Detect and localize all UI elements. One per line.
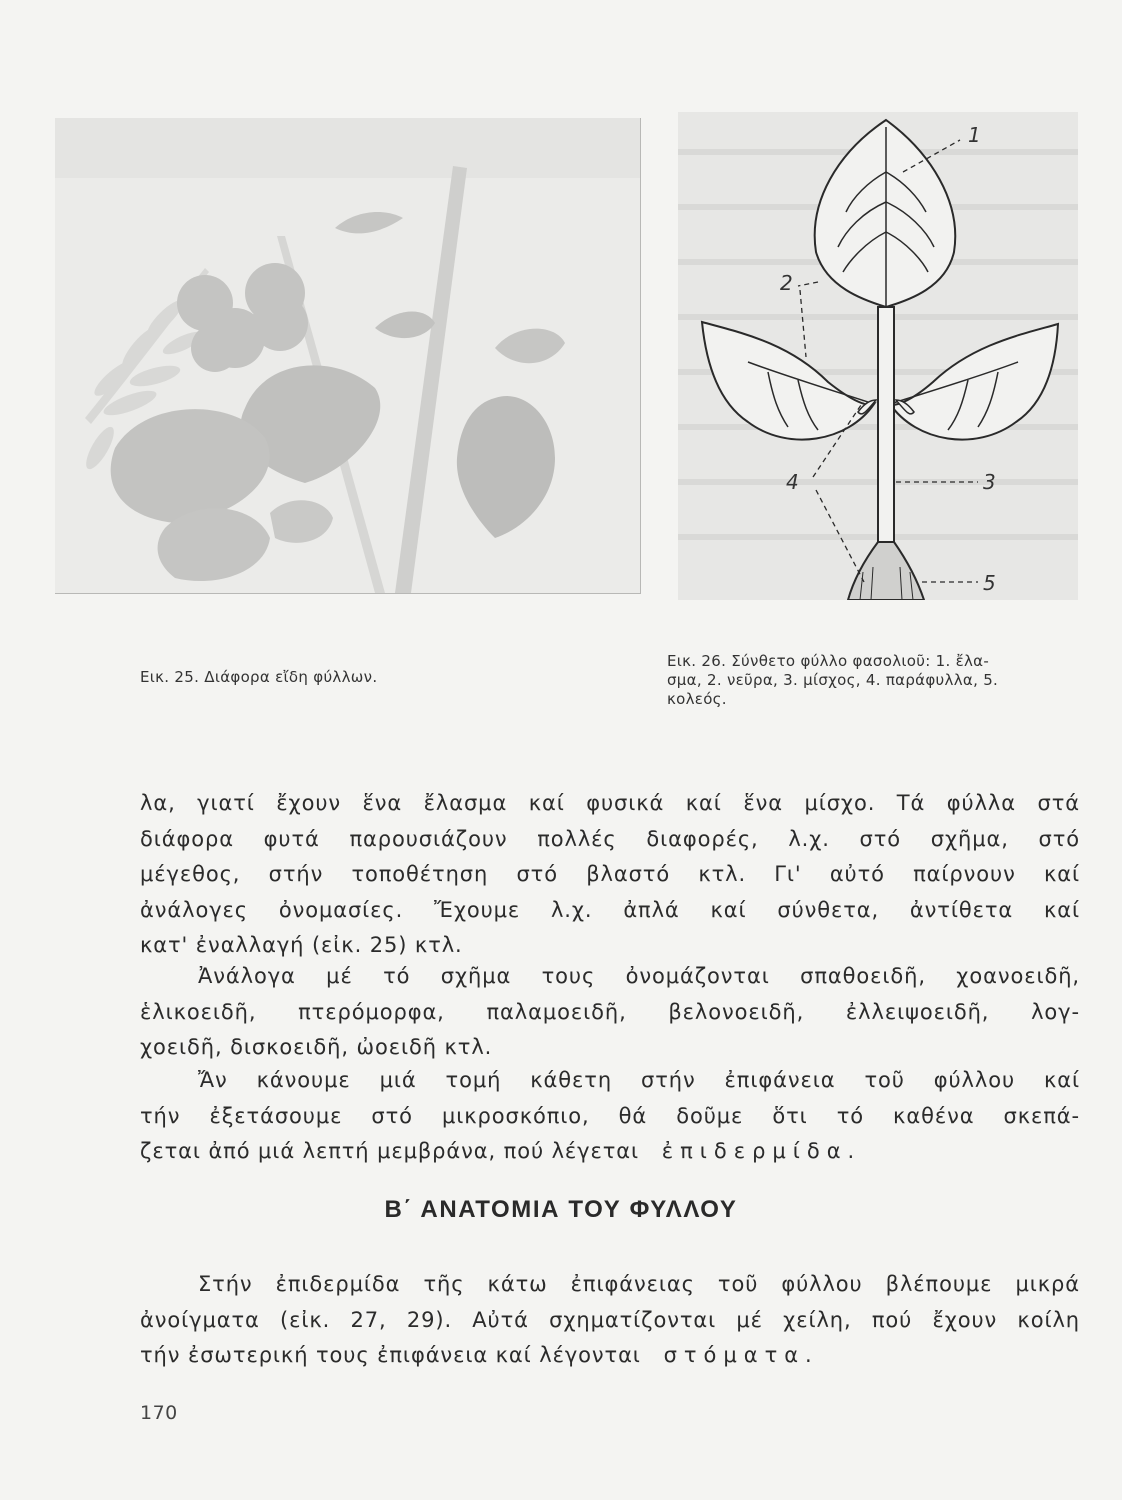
caption-line: Εικ. 26. Σύνθετο φύλλο φασολιοῦ: 1. ἔλα- xyxy=(667,652,990,670)
text-line: ἀνοίγματα (εἰκ. 27, 29). Αὐτά σχηματίζονται μέ χείλη, πού ἔχουν κοίλη xyxy=(140,1307,1080,1332)
text-line: λα, γιατί ἔχουν ἕνα ἔλασμα καί φυσικά καί ἕνα μίσχο. Τά φύλλα στά xyxy=(140,791,1080,815)
paragraph-2 xyxy=(140,959,1080,1066)
text-line: Ἀνάλογα μέ τό σχῆμα τους ὀνομάζονται σπαθοειδῆ, χοανοειδῆ, xyxy=(198,964,1080,988)
text-line: διάφορα φυτά παρουσιάζουν πολλές διαφορές, λ.χ. στό σχῆμα, στό xyxy=(140,826,1080,851)
paragraph-4 xyxy=(140,1267,1080,1374)
paragraph-3 xyxy=(140,1063,1080,1170)
emphasized-term: ἐπιδερμίδα. xyxy=(661,1139,862,1163)
section-heading: Β΄ ΑΝΑΤΟΜΙΑ ΤΟΥ ΦΥΛΛΟΥ xyxy=(384,1196,738,1223)
leaves-photo-image xyxy=(55,118,640,593)
emphasized-term: στόματα. xyxy=(663,1343,819,1367)
text-line: Στήν ἐπιδερμίδα τῆς κάτω ἐπιφάνειας τοῦ φύλλου βλέπουμε μικρά xyxy=(198,1272,1080,1296)
figure-26-drawing xyxy=(678,112,1078,600)
caption-line: κολεός. xyxy=(667,690,727,708)
text-line: κατ' ἐναλλαγή (εἰκ. 25) κτλ. xyxy=(140,933,463,957)
text-line: ἑλικοειδῆ, πτερόμορφα, παλαμοειδῆ, βελονοειδῆ, ἐλλειψοειδῆ, λογ- xyxy=(140,999,1080,1024)
text-span: ζεται ἀπό μιά λεπτή μεμβράνα, πού λέγεται xyxy=(140,1139,640,1163)
paragraph-1 xyxy=(140,786,1080,964)
caption-line: σμα, 2. νεῦρα, 3. μίσχος, 4. παράφυλλα, 5. xyxy=(667,671,999,689)
text-line: τήν ἐξετάσουμε στό μικροσκόπιο, θά δοῦμε ὅτι τό καθένα σκεπά- xyxy=(140,1103,1080,1128)
text-span: τήν ἐσωτερική τους ἐπιφάνεια καί λέγονται xyxy=(140,1343,641,1367)
text-line: ἀνάλογες ὀνομασίες. Ἔχουμε λ.χ. ἀπλά καί σύνθετα, ἀντίθετα καί xyxy=(140,897,1080,922)
figure-26-caption xyxy=(667,652,1037,709)
label-5: 5 xyxy=(983,571,996,595)
label-2: 2 xyxy=(780,271,793,295)
text-line xyxy=(140,1134,1080,1170)
label-4: 4 xyxy=(786,470,799,494)
text-line: μέγεθος, στήν τοποθέτηση στό βλαστό κτλ. Γι' αὐτό παίρνουν καί xyxy=(140,862,1080,886)
label-3: 3 xyxy=(983,470,996,494)
figure-25-caption: Εικ. 25. Διάφορα εἴδη φύλλων. xyxy=(140,668,378,686)
text-line: χοειδῆ, δισκοειδῆ, ὠοειδῆ κτλ. xyxy=(140,1035,493,1059)
bean-leaf-drawing xyxy=(678,112,1078,600)
page-number: 170 xyxy=(140,1402,178,1424)
text-line xyxy=(140,1338,1080,1374)
label-1: 1 xyxy=(968,123,981,147)
figure-25-photo xyxy=(55,118,641,594)
text-line: Ἄν κάνουμε μιά τομή κάθετη στήν ἐπιφάνεια τοῦ φύλλου καί xyxy=(198,1068,1080,1092)
